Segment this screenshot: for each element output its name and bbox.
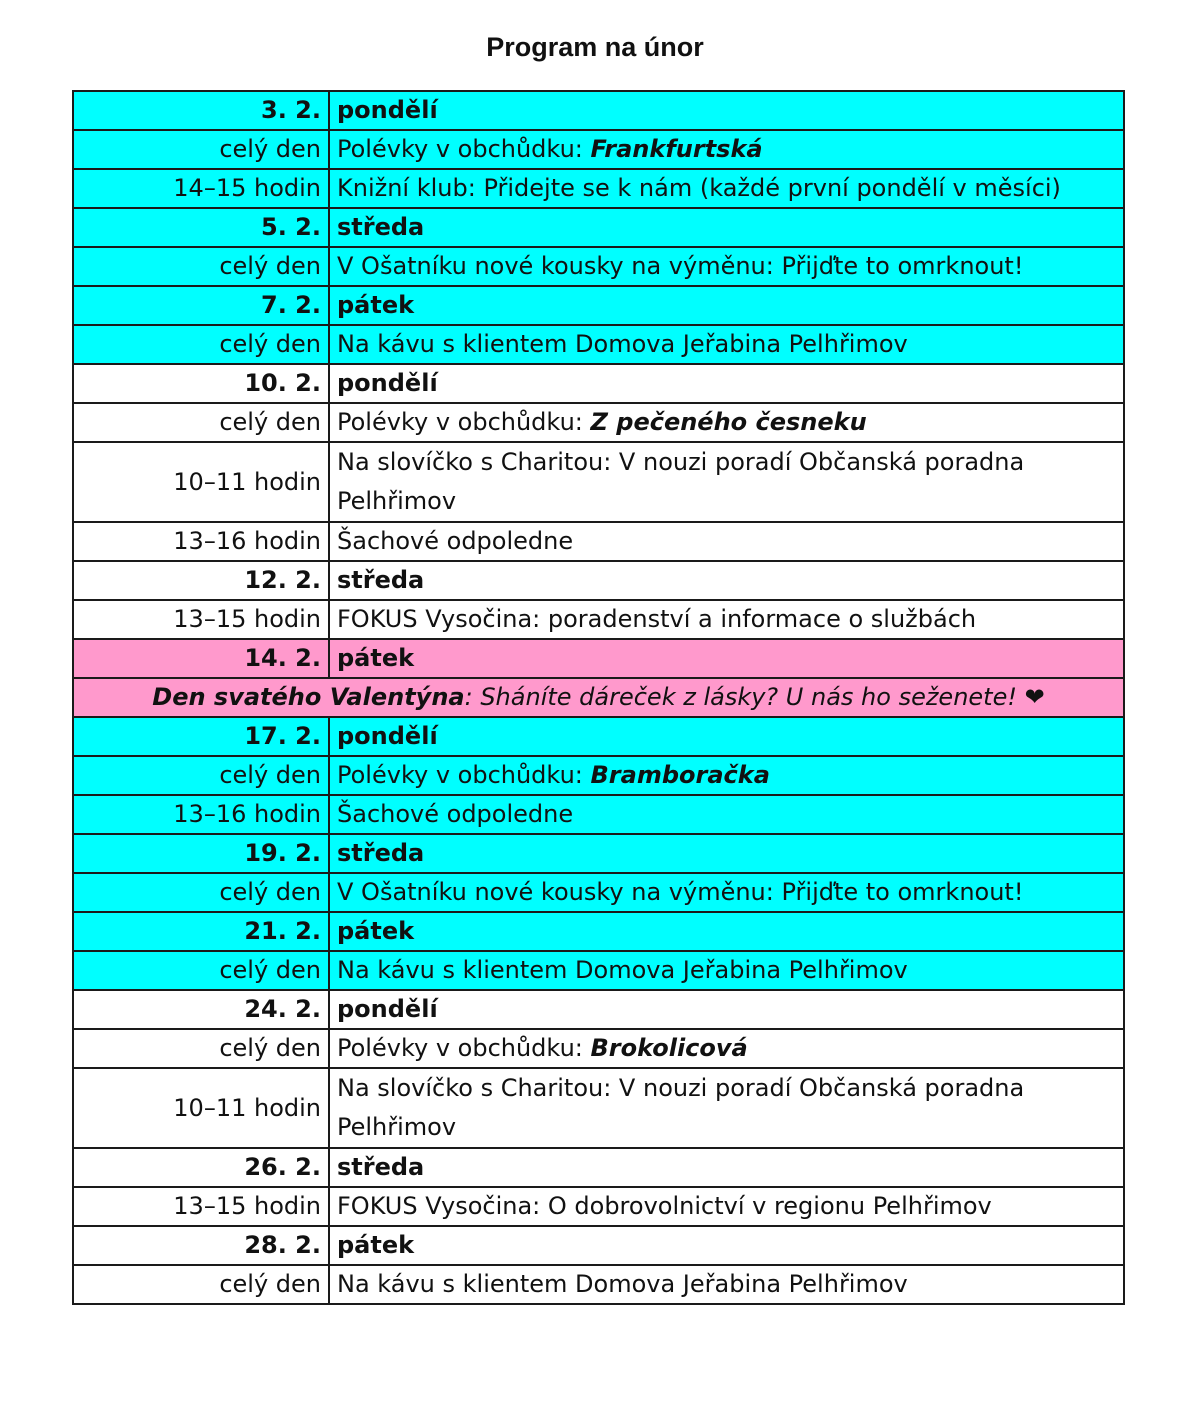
- event-cell: [329, 951, 1124, 990]
- time-cell: [73, 951, 329, 990]
- weekday-label: pátek: [337, 291, 415, 319]
- time-label: celý den: [219, 878, 321, 906]
- event-row: [73, 442, 1124, 522]
- weekday-cell: [329, 91, 1124, 130]
- weekday-cell: [329, 1226, 1124, 1265]
- event-cell: [329, 1265, 1124, 1304]
- event-cell: [329, 442, 1124, 522]
- date-label: 21. 2.: [244, 917, 321, 945]
- time-cell: [73, 247, 329, 286]
- date-cell: [73, 990, 329, 1029]
- date-cell: [73, 1148, 329, 1187]
- event-cell: [329, 522, 1124, 561]
- time-label: 13–15 hodin: [173, 605, 321, 633]
- event-row: [73, 247, 1124, 286]
- event-row: [73, 325, 1124, 364]
- weekday-cell: [329, 639, 1124, 678]
- weekday-cell: [329, 208, 1124, 247]
- weekday-cell: [329, 364, 1124, 403]
- weekday-label: pondělí: [337, 995, 438, 1023]
- time-label: 14–15 hodin: [173, 174, 321, 202]
- time-label: celý den: [219, 1270, 321, 1298]
- day-header-row: [73, 834, 1124, 873]
- weekday-label: pátek: [337, 917, 415, 945]
- event-row: [73, 522, 1124, 561]
- event-row: [73, 403, 1124, 442]
- event-highlight: Brokolicová: [590, 1034, 748, 1062]
- time-label: celý den: [219, 956, 321, 984]
- weekday-label: pondělí: [337, 96, 438, 124]
- valentine-title: Den svatého Valentýna: [152, 683, 465, 711]
- weekday-cell: [329, 286, 1124, 325]
- page-title: Program na únor: [486, 32, 704, 62]
- event-text: Šachové odpoledne: [337, 800, 574, 828]
- day-header-row: [73, 91, 1124, 130]
- date-cell: [73, 561, 329, 600]
- valentine-cell: [73, 678, 1124, 717]
- event-text: V Ošatníku nové kousky na výměnu: Přijďte to omrknout!: [337, 878, 1024, 906]
- event-text: Polévky v obchůdku:: [337, 408, 591, 436]
- event-row: [73, 756, 1124, 795]
- event-cell: [329, 325, 1124, 364]
- event-row: [73, 1265, 1124, 1304]
- time-cell: [73, 756, 329, 795]
- day-header-row: [73, 912, 1124, 951]
- time-label: celý den: [219, 330, 321, 358]
- time-cell: [73, 403, 329, 442]
- time-label: 13–16 hodin: [173, 800, 321, 828]
- event-cell: [329, 403, 1124, 442]
- day-header-row: [73, 639, 1124, 678]
- date-label: 7. 2.: [261, 291, 321, 319]
- date-label: 17. 2.: [244, 722, 321, 750]
- day-header-row: [73, 717, 1124, 756]
- event-row: [73, 169, 1124, 208]
- date-label: 14. 2.: [244, 644, 321, 672]
- time-label: 10–11 hodin: [173, 467, 321, 496]
- time-label: celý den: [219, 1034, 321, 1062]
- date-label: 5. 2.: [261, 213, 321, 241]
- event-highlight: Bramboračka: [590, 761, 770, 789]
- day-header-row: [73, 1226, 1124, 1265]
- event-cell: [329, 1029, 1124, 1068]
- date-label: 12. 2.: [244, 566, 321, 594]
- time-cell: [73, 442, 329, 522]
- event-cell: [329, 169, 1124, 208]
- time-cell: [73, 1068, 329, 1148]
- event-cell: [329, 795, 1124, 834]
- event-row: [73, 795, 1124, 834]
- event-text: Na kávu s klientem Domova Jeřabina Pelhřimov: [337, 956, 908, 984]
- event-cell: [329, 1187, 1124, 1226]
- event-text: FOKUS Vysočina: poradenství a informace o službách: [337, 605, 977, 633]
- day-header-row: [73, 1148, 1124, 1187]
- event-row: [73, 873, 1124, 912]
- time-cell: [73, 1265, 329, 1304]
- time-cell: [73, 325, 329, 364]
- event-row: [73, 1029, 1124, 1068]
- time-label: celý den: [219, 135, 321, 163]
- time-cell: [73, 169, 329, 208]
- weekday-cell: [329, 717, 1124, 756]
- time-label: 13–16 hodin: [173, 527, 321, 555]
- valentine-text: : Sháníte dáreček z lásky? U nás ho seženete!: [464, 683, 1025, 711]
- date-cell: [73, 912, 329, 951]
- date-label: 26. 2.: [244, 1153, 321, 1181]
- day-header-row: [73, 990, 1124, 1029]
- event-row: [73, 1068, 1124, 1148]
- day-header-row: [73, 208, 1124, 247]
- date-label: 3. 2.: [261, 96, 321, 124]
- date-cell: [73, 1226, 329, 1265]
- weekday-label: pátek: [337, 1231, 415, 1259]
- time-cell: [73, 522, 329, 561]
- event-cell: [329, 1068, 1124, 1148]
- weekday-cell: [329, 834, 1124, 873]
- weekday-label: pondělí: [337, 369, 438, 397]
- date-label: 19. 2.: [244, 839, 321, 867]
- event-cell: [329, 756, 1124, 795]
- time-cell: [73, 600, 329, 639]
- weekday-label: pondělí: [337, 722, 438, 750]
- heart-icon: ❤: [1024, 683, 1045, 711]
- date-cell: [73, 717, 329, 756]
- event-row: [73, 951, 1124, 990]
- event-cell: [329, 600, 1124, 639]
- weekday-cell: [329, 1148, 1124, 1187]
- time-label: celý den: [219, 761, 321, 789]
- time-cell: [73, 873, 329, 912]
- date-cell: [73, 834, 329, 873]
- weekday-cell: [329, 990, 1124, 1029]
- event-highlight: Z pečeného česneku: [590, 408, 867, 436]
- event-highlight: Frankfurtská: [590, 135, 763, 163]
- event-text: Na kávu s klientem Domova Jeřabina Pelhřimov: [337, 330, 908, 358]
- event-text: Na slovíčko s Charitou: V nouzi poradí Občanská poradna Pelhřimov: [337, 448, 1025, 515]
- date-label: 24. 2.: [244, 995, 321, 1023]
- time-label: celý den: [219, 408, 321, 436]
- time-label: celý den: [219, 252, 321, 280]
- time-label: 10–11 hodin: [173, 1093, 321, 1122]
- date-cell: [73, 639, 329, 678]
- day-header-row: [73, 364, 1124, 403]
- event-cell: [329, 247, 1124, 286]
- event-text: Polévky v obchůdku:: [337, 761, 591, 789]
- date-cell: [73, 286, 329, 325]
- program-table-body: [73, 91, 1124, 1304]
- event-text: Šachové odpoledne: [337, 527, 574, 555]
- date-label: 28. 2.: [244, 1231, 321, 1259]
- time-cell: [73, 1187, 329, 1226]
- time-cell: [73, 130, 329, 169]
- day-header-row: [73, 561, 1124, 600]
- weekday-label: středa: [337, 839, 425, 867]
- weekday-label: středa: [337, 566, 425, 594]
- program-table: [72, 90, 1125, 1305]
- weekday-cell: [329, 561, 1124, 600]
- date-cell: [73, 91, 329, 130]
- event-text: Na slovíčko s Charitou: V nouzi poradí Občanská poradna Pelhřimov: [337, 1074, 1025, 1141]
- event-text: Polévky v obchůdku:: [337, 1034, 591, 1062]
- day-header-row: [73, 286, 1124, 325]
- time-cell: [73, 1029, 329, 1068]
- event-row: [73, 1187, 1124, 1226]
- date-cell: [73, 208, 329, 247]
- event-text: Polévky v obchůdku:: [337, 135, 591, 163]
- date-label: 10. 2.: [244, 369, 321, 397]
- date-cell: [73, 364, 329, 403]
- event-cell: [329, 873, 1124, 912]
- weekday-label: středa: [337, 1153, 425, 1181]
- weekday-label: středa: [337, 213, 425, 241]
- time-label: 13–15 hodin: [173, 1192, 321, 1220]
- event-cell: [329, 130, 1124, 169]
- valentine-row: [73, 678, 1124, 717]
- event-row: [73, 130, 1124, 169]
- time-cell: [73, 795, 329, 834]
- event-row: [73, 600, 1124, 639]
- weekday-cell: [329, 912, 1124, 951]
- event-text: Na kávu s klientem Domova Jeřabina Pelhřimov: [337, 1270, 908, 1298]
- event-text: FOKUS Vysočina: O dobrovolnictví v regionu Pelhřimov: [337, 1192, 992, 1220]
- weekday-label: pátek: [337, 644, 415, 672]
- event-text: V Ošatníku nové kousky na výměnu: Přijďte to omrknout!: [337, 252, 1024, 280]
- event-text: Knižní klub: Přidejte se k nám (každé první pondělí v měsíci): [337, 174, 1061, 202]
